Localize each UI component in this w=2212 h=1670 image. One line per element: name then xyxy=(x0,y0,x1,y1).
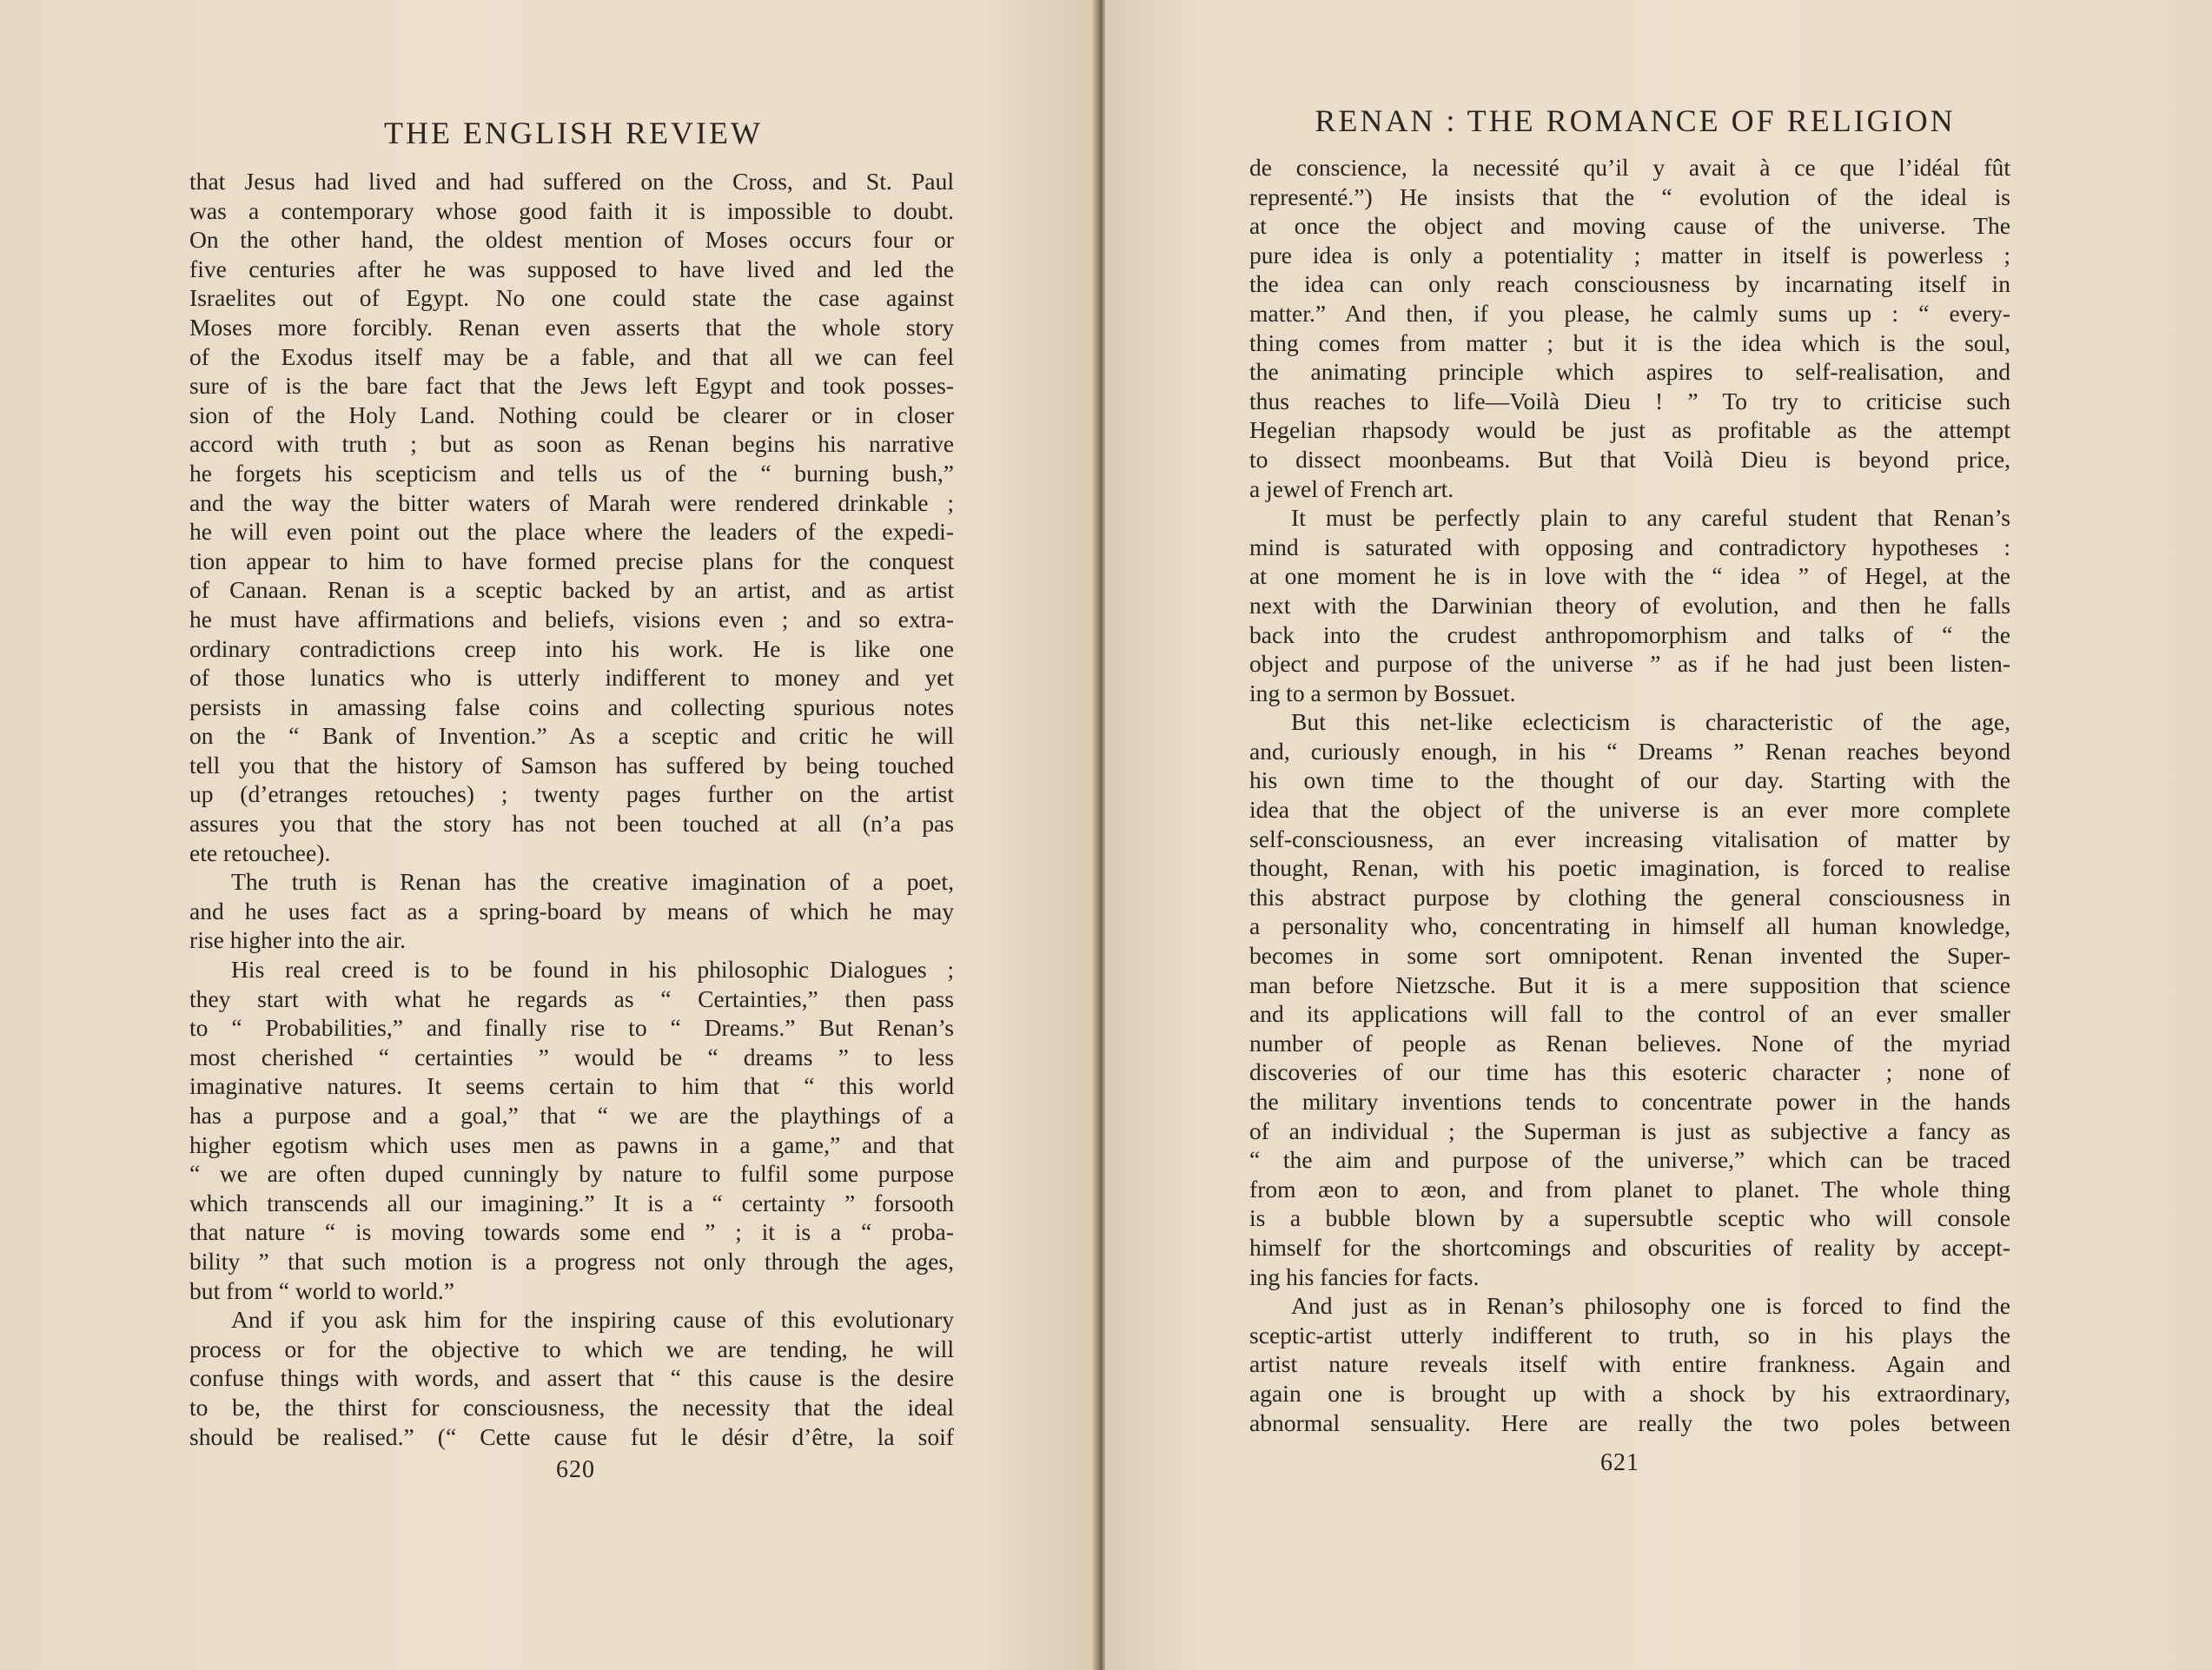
text-line: Moses more forcibly. Renan even asserts that the whole story xyxy=(189,313,954,341)
text-line: he forgets his scepticism and tells us of the “ burning bush,” xyxy=(189,459,954,487)
text-line: ing his fancies for facts. xyxy=(1249,1262,1480,1290)
text-line: and its applications will fall to the control of an ever smaller xyxy=(1249,1000,2010,1028)
text-line: matter.” And then, if you please, he calmly sums up : “ every- xyxy=(1249,299,2010,327)
text-line: back into the crudest anthropomorphism and talks of “ the xyxy=(1249,620,2010,648)
text-line: mind is saturated with opposing and contradictory hypotheses : xyxy=(1249,533,2010,560)
text-line: five centuries after he was supposed to have lived and led the xyxy=(189,255,954,282)
text-line: this abstract purpose by clothing the general consciousness in xyxy=(1249,883,2010,911)
text-line: And just as in Renan’s philosophy one is forced to find the xyxy=(1291,1292,2010,1320)
text-line: should be realised.” (“ Cette cause fut le désir d’être, la soif xyxy=(189,1422,954,1450)
text-line: His real creed is to be found in his philosophic Dialogues ; xyxy=(231,956,954,984)
text-line: and he uses fact as a spring-board by means of which he may xyxy=(189,897,954,924)
text-line: imaginative natures. It seems certain to him that “ this world xyxy=(189,1072,954,1100)
text-line: ete retouchee). xyxy=(189,838,331,866)
left-body-text xyxy=(189,167,954,1451)
text-line: ordinary contradictions creep into his work. He is like one xyxy=(189,634,954,662)
text-line: representé.”) He insists that the “ evolution of the ideal is xyxy=(1249,182,2010,210)
text-line: is a bubble blown by a supersubtle sceptic who will console xyxy=(1249,1204,2010,1232)
text-line: sure of is the bare fact that the Jews left Egypt and took posses- xyxy=(189,372,954,400)
text-line: “ we are often duped cunningly by nature to fulfil some purpose xyxy=(189,1160,954,1188)
right-page xyxy=(1105,0,2212,1670)
text-line: a jewel of French art. xyxy=(1249,474,1454,502)
text-line: next with the Darwinian theory of evolution, and then he falls xyxy=(1249,591,2010,619)
text-line: has a purpose and a goal,” that “ we are the playthings of a xyxy=(189,1102,954,1129)
text-line: persists in amassing false coins and collecting spurious notes xyxy=(189,693,954,720)
text-line: was a contemporary whose good faith it is impossible to doubt. xyxy=(189,196,954,224)
text-line: thus reaches to life—Voilà Dieu ! ” To try to criticise such xyxy=(1249,387,2010,414)
text-line: accord with truth ; but as soon as Renan begins his narrative xyxy=(189,430,954,458)
text-line: higher egotism which uses men as pawns in a game,” and that xyxy=(189,1130,954,1158)
text-line: the military inventions tends to concentrate power in the hands xyxy=(1249,1088,2010,1115)
text-line: object and purpose of the universe ” as if he had just been listen- xyxy=(1249,650,2010,678)
text-line: most cherished “ certainties ” would be “ dreams ” to less xyxy=(189,1043,954,1070)
text-line: And if you ask him for the inspiring cause of this evolutionary xyxy=(231,1306,954,1334)
text-line: of those lunatics who is utterly indifferent to money and yet xyxy=(189,664,954,692)
text-line: to dissect moonbeams. But that Voilà Dieu is beyond price, xyxy=(1249,445,2010,473)
right-page-number: 621 xyxy=(1600,1449,1639,1476)
text-line: the animating principle which aspires to self-realisation, and xyxy=(1249,358,2010,386)
text-line: rise higher into the air. xyxy=(189,926,407,954)
left-page-number: 620 xyxy=(556,1456,595,1483)
text-line: Hegelian rhapsody would be just as profitable as the attempt xyxy=(1249,416,2010,444)
text-line: and the way the bitter waters of Marah were rendered drinkable ; xyxy=(189,488,954,516)
text-line: self-consciousness, an ever increasing vitalisation of matter by xyxy=(1249,825,2010,852)
text-line: the idea can only reach consciousness by incarnating itself in xyxy=(1249,270,2010,298)
text-line: and, curiously enough, in his “ Dreams ” Renan reaches beyond xyxy=(1249,737,2010,765)
text-line: himself for the shortcomings and obscurities of reality by accept- xyxy=(1249,1233,2010,1261)
text-line: abnormal sensuality. Here are really the two poles between xyxy=(1249,1408,2010,1436)
right-running-head: RENAN : THE ROMANCE OF RELIGION xyxy=(1315,103,1956,138)
text-line: The truth is Renan has the creative imagination of a poet, xyxy=(231,868,954,896)
text-line: pure idea is only a potentiality ; matter in itself is powerless ; xyxy=(1249,241,2010,268)
text-line: confuse things with words, and assert that “ this cause is the desire xyxy=(189,1364,954,1392)
text-line: But this net-like eclecticism is characteristic of the age, xyxy=(1291,708,2010,736)
text-line: they start with what he regards as “ Certainties,” then pass xyxy=(189,984,954,1012)
text-line: sceptic-artist utterly indifferent to truth, so in his plays the xyxy=(1249,1321,2010,1349)
text-line: a personality who, concentrating in himself all human knowledge, xyxy=(1249,912,2010,940)
text-line: Israelites out of Egypt. No one could state the case against xyxy=(189,284,954,312)
right-body-text xyxy=(1249,153,2010,1437)
text-line: discoveries of our time has this esoteric character ; none of xyxy=(1249,1058,2010,1086)
text-line: de conscience, la necessité qu’il y avait à ce que l’idéal fût xyxy=(1249,154,2010,181)
text-line: idea that the object of the universe is an ever more complete xyxy=(1249,796,2010,824)
text-line: again one is brought up with a shock by his extraordinary, xyxy=(1249,1379,2010,1407)
text-line: thing comes from matter ; but it is the idea which is the soul, xyxy=(1249,328,2010,356)
text-line: that Jesus had lived and had suffered on the Cross, and St. Paul xyxy=(189,168,954,195)
text-line: On the other hand, the oldest mention of Moses occurs four or xyxy=(189,226,954,254)
text-line: “ the aim and purpose of the universe,” which can be traced xyxy=(1249,1146,2010,1174)
text-line: tell you that the history of Samson has suffered by being touched xyxy=(189,751,954,779)
text-line: bility ” that such motion is a progress not only through the ages, xyxy=(189,1247,954,1275)
text-line: of an individual ; the Superman is just as subjective a fancy as xyxy=(1249,1117,2010,1144)
text-line: number of people as Renan believes. None of the myriad xyxy=(1249,1029,2010,1057)
text-line: ing to a sermon by Bossuet. xyxy=(1249,679,1516,706)
text-line: assures you that the story has not been touched at all (n’a pas xyxy=(189,810,954,838)
text-line: his own time to the thought of our day. Starting with the xyxy=(1249,766,2010,794)
text-line: on the “ Bank of Invention.” As a sceptic and critic he will xyxy=(189,722,954,750)
text-line: at one moment he is in love with the “ idea ” of Hegel, at the xyxy=(1249,562,2010,590)
text-line: at once the object and moving cause of the universe. The xyxy=(1249,212,2010,240)
left-running-head: THE ENGLISH REVIEW xyxy=(384,116,763,150)
text-line: man before Nietzsche. But it is a mere supposition that science xyxy=(1249,971,2010,998)
text-line: thought, Renan, with his poetic imagination, is forced to realise xyxy=(1249,854,2010,882)
text-line: that nature “ is moving towards some end ” ; it is a “ proba- xyxy=(189,1218,954,1246)
text-line: sion of the Holy Land. Nothing could be clearer or in closer xyxy=(189,401,954,428)
text-line: from æon to æon, and from planet to planet. The whole thing xyxy=(1249,1175,2010,1203)
text-line: It must be perfectly plain to any careful student that Renan’s xyxy=(1291,504,2010,532)
text-line: he will even point out the place where the leaders of the expedi- xyxy=(189,518,954,546)
text-line: tion appear to him to have formed precise plans for the conquest xyxy=(189,547,954,574)
text-line: to “ Probabilities,” and finally rise to “ Dreams.” But Renan’s xyxy=(189,1014,954,1042)
text-line: of Canaan. Renan is a sceptic backed by an artist, and as artist xyxy=(189,576,954,604)
text-line: but from “ world to world.” xyxy=(189,1276,454,1304)
text-line: which transcends all our imagining.” It is a “ certainty ” forsooth xyxy=(189,1189,954,1216)
text-line: up (d’etranges retouches) ; twenty pages further on the artist xyxy=(189,780,954,808)
text-line: artist nature reveals itself with entire frankness. Again and xyxy=(1249,1350,2010,1378)
text-line: process or for the objective to which we are tending, he will xyxy=(189,1335,954,1362)
text-line: of the Exodus itself may be a fable, and that all we can feel xyxy=(189,342,954,370)
text-line: becomes in some sort omnipotent. Renan invented the Super- xyxy=(1249,942,2010,970)
text-line: to be, the thirst for consciousness, the necessity that the ideal xyxy=(189,1393,954,1421)
left-page xyxy=(0,0,1096,1670)
text-line: he must have affirmations and beliefs, visions even ; and so extra- xyxy=(189,605,954,633)
